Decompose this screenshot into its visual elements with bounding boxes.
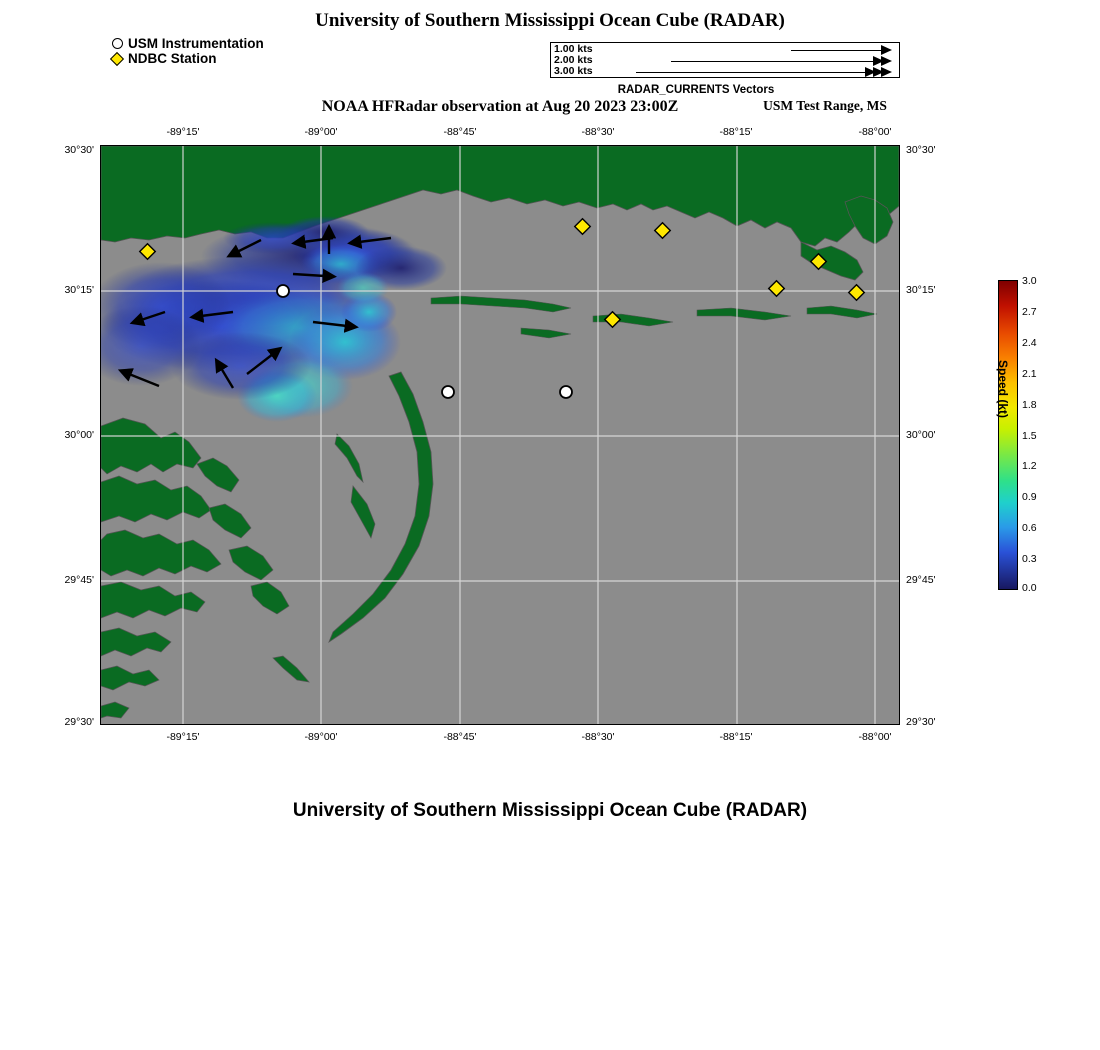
- lon-tick-top-1: -89°00': [304, 126, 338, 138]
- lon-tick-bottom-1: -89°00': [304, 731, 338, 743]
- lon-tick-bottom-4: -88°15': [719, 731, 753, 743]
- colorbar-tick-4: 1.8: [1022, 399, 1037, 411]
- vector-scale-key: [550, 42, 900, 78]
- usm-marker: [277, 285, 289, 297]
- vector-key-label-2: 2.00 kts: [554, 54, 593, 66]
- usm-marker: [442, 386, 454, 398]
- diamond-icon: [110, 54, 124, 64]
- lat-tick-right-1: 30°15': [906, 284, 936, 296]
- lon-tick-top-4: -88°15': [719, 126, 753, 138]
- colorbar-tick-10: 0.0: [1022, 582, 1037, 594]
- lat-tick-right-3: 29°45': [906, 574, 936, 586]
- lat-tick-right-0: 30°30': [906, 144, 936, 156]
- vector-key-label-1: 1.00 kts: [554, 43, 593, 55]
- colorbar-tick-8: 0.6: [1022, 522, 1037, 534]
- lon-tick-bottom-0: -89°15': [166, 731, 200, 743]
- vector-key-row-3: [551, 66, 899, 78]
- lat-tick-left-3: 29°45': [64, 574, 94, 586]
- legend-item-usm: [110, 36, 370, 51]
- colorbar-tick-5: 1.5: [1022, 430, 1037, 442]
- colorbar-title: Speed (kt): [996, 360, 1010, 419]
- usm-marker: [560, 386, 572, 398]
- lon-tick-top-5: -88°00': [858, 126, 892, 138]
- vector-key-label-3: 3.00 kts: [554, 65, 593, 77]
- map-canvas[interactable]: [100, 145, 900, 725]
- lat-tick-left-1: 30°15': [64, 284, 94, 296]
- colorbar-tick-6: 1.2: [1022, 460, 1037, 472]
- page-title: University of Southern Mississippi Ocean Cube (RADAR): [315, 10, 785, 31]
- lon-tick-bottom-5: -88°00': [858, 731, 892, 743]
- region-label: USM Test Range, MS: [763, 98, 887, 113]
- colorbar-tick-0: 3.0: [1022, 275, 1037, 287]
- vector-key-caption: RADAR_CURRENTS Vectors: [617, 84, 775, 96]
- lat-tick-left-0: 30°30': [64, 144, 94, 156]
- lat-tick-left-2: 30°00': [64, 429, 94, 441]
- colorbar-tick-9: 0.3: [1022, 553, 1037, 565]
- water-background: [101, 146, 899, 724]
- legend-label-ndbc: NDBC Station: [128, 51, 217, 66]
- colorbar-tick-7: 0.9: [1022, 491, 1037, 503]
- lon-tick-top-3: -88°30': [581, 126, 615, 138]
- footer-title: University of Southern Mississippi Ocean Cube (RADAR): [292, 800, 808, 821]
- lat-tick-right-4: 29°30': [906, 716, 936, 728]
- lon-tick-top-2: -88°45': [443, 126, 477, 138]
- lat-tick-left-4: 29°30': [64, 716, 94, 728]
- symbol-legend: [110, 36, 370, 66]
- lat-tick-right-2: 30°00': [906, 429, 936, 441]
- colorbar-tick-2: 2.4: [1022, 337, 1037, 349]
- map-subtitle: NOAA HFRadar observation at Aug 20 2023 23:00Z: [321, 98, 679, 115]
- colorbar-tick-3: 2.1: [1022, 368, 1037, 380]
- lon-tick-bottom-2: -88°45': [443, 731, 477, 743]
- legend-item-ndbc: [110, 51, 370, 66]
- legend-label-usm: USM Instrumentation: [128, 36, 264, 51]
- colorbar-tick-1: 2.7: [1022, 306, 1037, 318]
- lon-tick-bottom-3: -88°30': [581, 731, 615, 743]
- circle-icon: [110, 38, 124, 49]
- lon-tick-top-0: -89°15': [166, 126, 200, 138]
